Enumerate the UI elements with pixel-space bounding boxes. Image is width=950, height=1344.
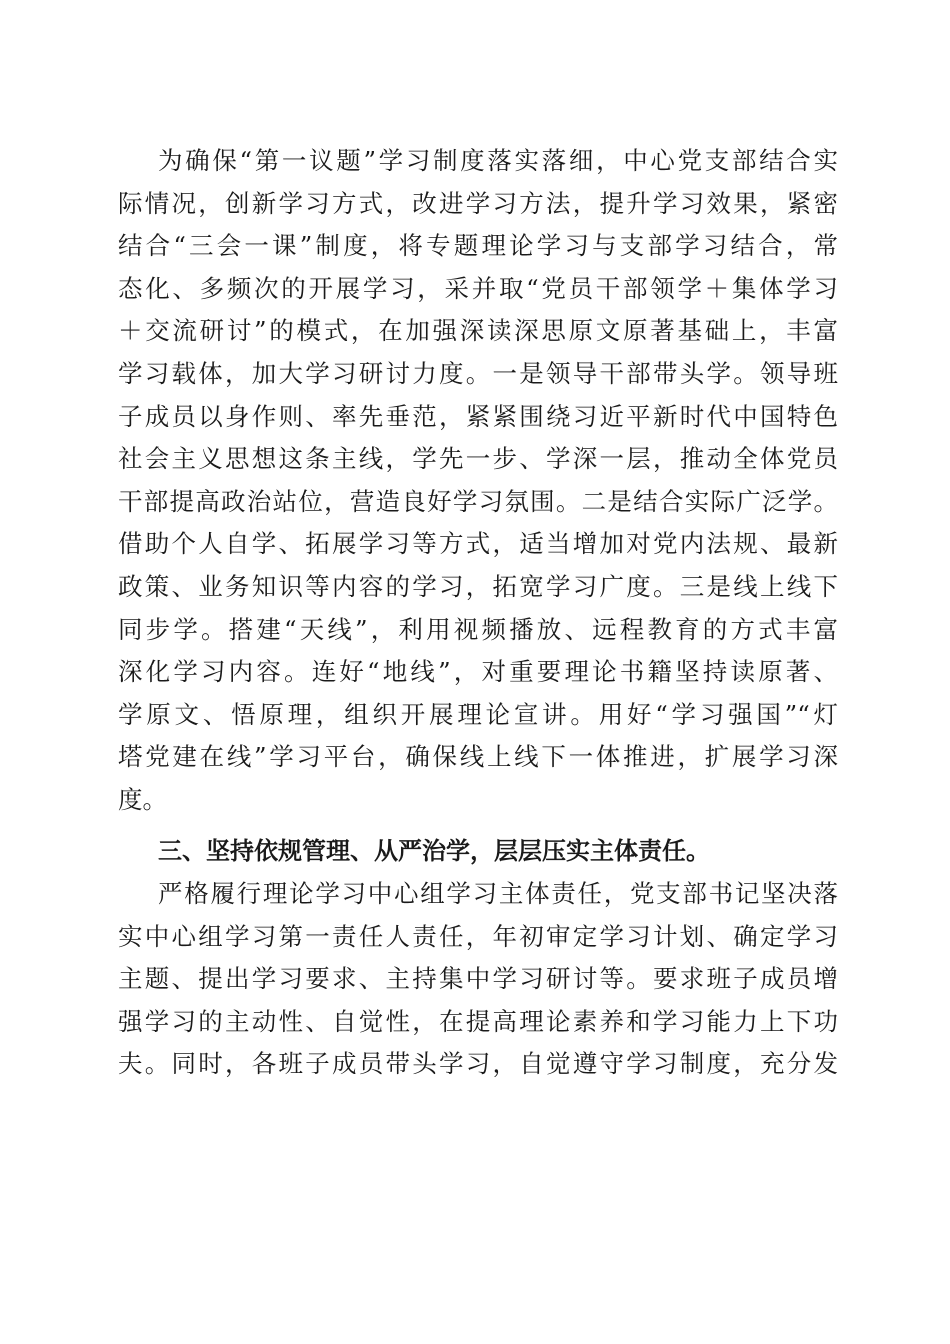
paragraph-line: 同步学。搭建“天线”，利用视频播放、远程教育的方式丰富 [118, 614, 838, 644]
paragraph-line: 社会主义思想这条主线，学先一步、学深一层，推动全体党员 [118, 444, 838, 474]
paragraph-line: 学习载体，加大学习研讨力度。一是领导干部带头学。领导班 [118, 358, 838, 388]
paragraph-responsibility [118, 873, 838, 1086]
paragraph-line: 为确保“第一议题”学习制度落实落细，中心党支部结合实 [158, 146, 838, 175]
paragraph-line: 主题、提出学习要求、主持集中学习研讨等。要求班子成员增 [118, 964, 838, 994]
paragraph-line: 深化学习内容。连好“地线”，对重要理论书籍坚持读原著、 [118, 657, 838, 687]
paragraph-line: 子成员以身作则、率先垂范，紧紧围绕习近平新时代中国特色 [118, 401, 838, 431]
paragraph-line: 强学习的主动性、自觉性，在提高理论素养和学习能力上下功 [118, 1006, 838, 1036]
paragraph-line: 学原文、悟原理，组织开展理论宣讲。用好“学习强国”“灯 [118, 699, 838, 729]
paragraph-line: 塔党建在线”学习平台，确保线上线下一体推进，扩展学习深 [118, 742, 838, 772]
paragraph-line: 严格履行理论学习中心组学习主体责任，党支部书记坚决落 [158, 879, 838, 908]
paragraph-line: 实中心组学习第一责任人责任，年初审定学习计划、确定学习 [118, 921, 838, 951]
paragraph-line: 干部提高政治站位，营造良好学习氛围。二是结合实际广泛学。 [118, 486, 838, 516]
paragraph-line: 度。 [118, 784, 167, 814]
section-heading-text: 三、坚持依规管理、从严治学，层层压实主体责任。 [158, 837, 710, 865]
paragraph-line: 政策、业务知识等内容的学习，拓宽学习广度。三是线上线下 [118, 571, 838, 601]
paragraph-line: 态化、多频次的开展学习，采并取“党员干部领学＋集体学习 [118, 273, 838, 303]
paragraph-line: 结合“三会一课”制度，将专题理论学习与支部学习结合，常 [118, 231, 838, 261]
paragraph-line: 借助个人自学、拓展学习等方式，适当增加对党内法规、最新 [118, 529, 838, 559]
paragraph-line: ＋交流研讨”的模式，在加强深读深思原文原著基础上，丰富 [118, 316, 838, 346]
paragraph-line: 际情况，创新学习方式，改进学习方法，提升学习效果，紧密 [118, 188, 838, 218]
paragraph-first-topic-study [118, 140, 838, 822]
paragraph-line: 夫。同时，各班子成员带头学习，自觉遵守学习制度，充分发 [118, 1049, 838, 1079]
section-heading-3 [118, 830, 838, 873]
